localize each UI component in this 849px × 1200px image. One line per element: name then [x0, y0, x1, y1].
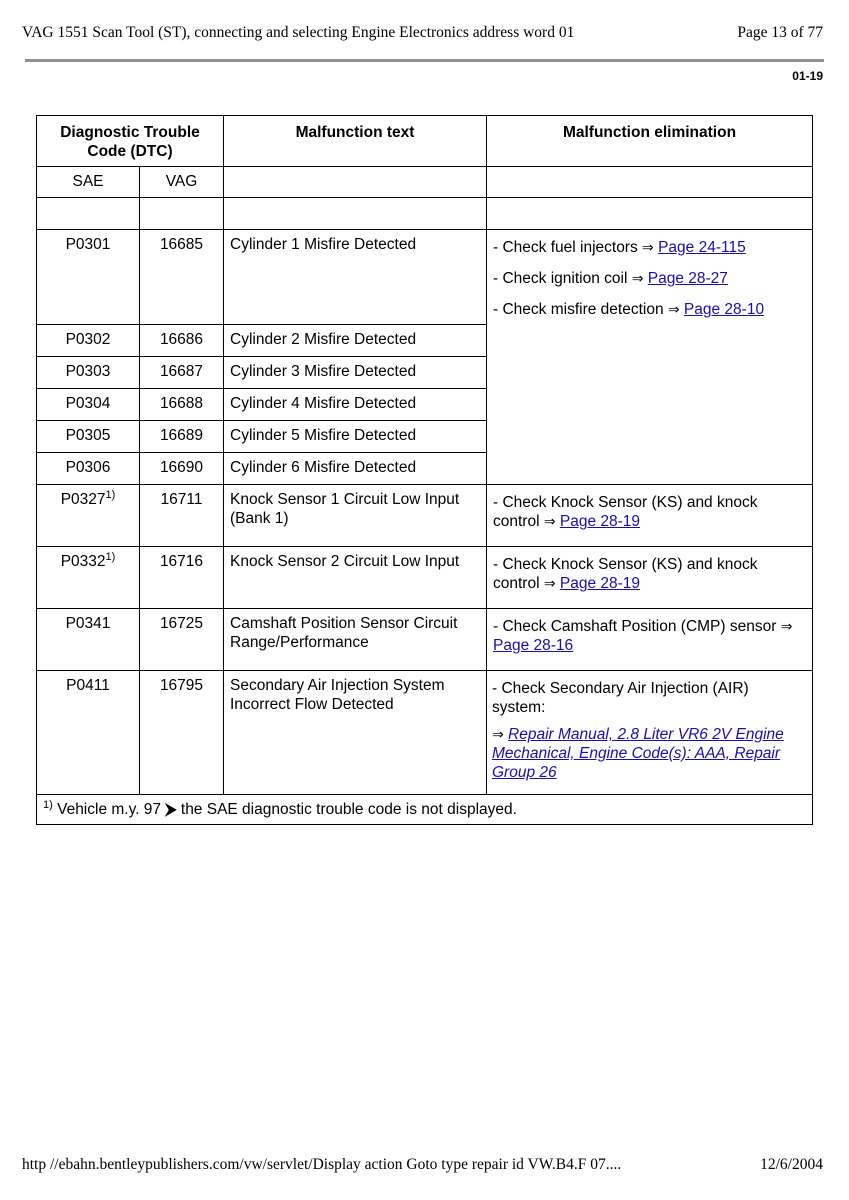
sae-code: P0304 [37, 389, 140, 421]
malfunction-text: Secondary Air Injection System Incorrect Flow Detected [224, 671, 487, 795]
page-number: Page 13 of 77 [737, 24, 823, 41]
arrow-icon: ⇒ [543, 575, 556, 591]
page-link[interactable]: Page 28-27 [647, 270, 728, 287]
page-link[interactable]: Page 28-16 [493, 637, 574, 654]
malfunction-text: Knock Sensor 1 Circuit Low Input (Bank 1) [224, 485, 487, 547]
sae-code: P0341 [37, 609, 140, 671]
arrow-icon: ⇒ [780, 618, 793, 634]
repair-manual-link[interactable]: Repair Manual, 2.8 Liter VR6 2V Engine Mechanical, Engine Code(s): AAA, Repair Group 26 [492, 726, 784, 781]
col-header-dtc: Diagnostic Trouble Code (DTC) [37, 116, 224, 167]
section-code: 01-19 [792, 69, 823, 83]
fix-line: - Check misfire detection ⇒ Page 28-10 [493, 301, 765, 318]
table-row [37, 609, 813, 671]
malfunction-text: Camshaft Position Sensor Circuit Range/Performance [224, 609, 487, 671]
malfunction-text: Cylinder 1 Misfire Detected [224, 230, 487, 325]
vag-code: 16711 [140, 485, 224, 547]
vag-code: 16688 [140, 389, 224, 421]
document-title: VAG 1551 Scan Tool (ST), connecting and selecting Engine Electronics address word 01 [22, 24, 575, 41]
arrow-icon: ⇒ [492, 726, 504, 742]
footnote-ref: 1) [105, 488, 116, 501]
table-row [37, 485, 813, 547]
vag-code: 16689 [140, 421, 224, 453]
vag-code: 16795 [140, 671, 224, 795]
sae-code: P0306 [37, 453, 140, 485]
malfunction-text: Cylinder 2 Misfire Detected [224, 325, 487, 357]
sae-code: P0303 [37, 357, 140, 389]
footnote: $^{1)}$ Vehicle m.y. 97 ⮞ the SAE diagnostic trouble code is not displayed. [37, 795, 813, 825]
malfunction-text: Cylinder 6 Misfire Detected [224, 453, 487, 485]
malfunction-elimination: - Check Camshaft Position (CMP) sensor ⇒ Page 28-16 [487, 609, 813, 671]
vag-code: 16685 [140, 230, 224, 325]
sae-code: P0305 [37, 421, 140, 453]
arrow-icon: ⇒ [667, 301, 680, 317]
col-header-sae: SAE [37, 167, 140, 198]
malfunction-text: Cylinder 5 Misfire Detected [224, 421, 487, 453]
fix-line [492, 725, 806, 782]
malfunction-text: Knock Sensor 2 Circuit Low Input [224, 547, 487, 609]
vag-code: 16725 [140, 609, 224, 671]
table-row [37, 671, 813, 795]
arrow-icon: ⇒ [631, 270, 644, 286]
malfunction-elimination: - Check Knock Sensor (KS) and knock control ⇒ Page 28-19 [487, 547, 813, 609]
footnote-row [37, 795, 813, 825]
col-header-vag: VAG [140, 167, 224, 198]
sae-code: P0411 [37, 671, 140, 795]
sae-code: P0327$^{1)}$ [37, 485, 140, 547]
empty-cell [37, 198, 140, 230]
fix-line: - Check Secondary Air Injection (AIR) system: [492, 680, 749, 716]
vag-code: 16687 [140, 357, 224, 389]
col-header-malfunction-text: Malfunction text [224, 116, 487, 167]
empty-cell [224, 167, 487, 198]
arrow-icon: ⇒ [543, 513, 556, 529]
empty-cell [224, 198, 487, 230]
page-link[interactable]: Page 28-19 [559, 513, 641, 530]
page-link[interactable]: Page 24-115 [658, 239, 746, 256]
vag-code: 16716 [140, 547, 224, 609]
fix-line: - Check fuel injectors ⇒ Page 24-115 [493, 239, 746, 256]
arrow-icon: ⇒ [642, 239, 654, 255]
table-row [37, 230, 813, 325]
footnote-ref: 1) [105, 550, 116, 563]
malfunction-elimination: - Check Knock Sensor (KS) and knock control ⇒ Page 28-19 [487, 485, 813, 547]
empty-cell [487, 167, 813, 198]
sae-code: P0332$^{1)}$ [37, 547, 140, 609]
footer-date: 12/6/2004 [760, 1156, 823, 1173]
chevron-right-icon: ⮞ [165, 801, 177, 818]
fix-line: - Check ignition coil ⇒ Page 28-27 [493, 270, 728, 287]
page-link[interactable]: Page 28-19 [559, 575, 641, 592]
page-link[interactable]: Page 28-10 [683, 301, 765, 318]
col-header-malfunction-elimination: Malfunction elimination [487, 116, 813, 167]
dtc-table [36, 115, 813, 825]
malfunction-text: Cylinder 3 Misfire Detected [224, 357, 487, 389]
misfire-elimination [487, 230, 813, 485]
table-row [37, 547, 813, 609]
malfunction-elimination [487, 671, 813, 795]
empty-cell [487, 198, 813, 230]
empty-cell [140, 198, 224, 230]
sae-code: P0301 [37, 230, 140, 325]
footer-url: http //ebahn.bentleypublishers.com/vw/servlet/Display action Goto type repair id VW.B4.F 07.... [22, 1156, 622, 1173]
vag-code: 16686 [140, 325, 224, 357]
sae-code: P0302 [37, 325, 140, 357]
vag-code: 16690 [140, 453, 224, 485]
header-divider [25, 59, 824, 62]
malfunction-text: Cylinder 4 Misfire Detected [224, 389, 487, 421]
